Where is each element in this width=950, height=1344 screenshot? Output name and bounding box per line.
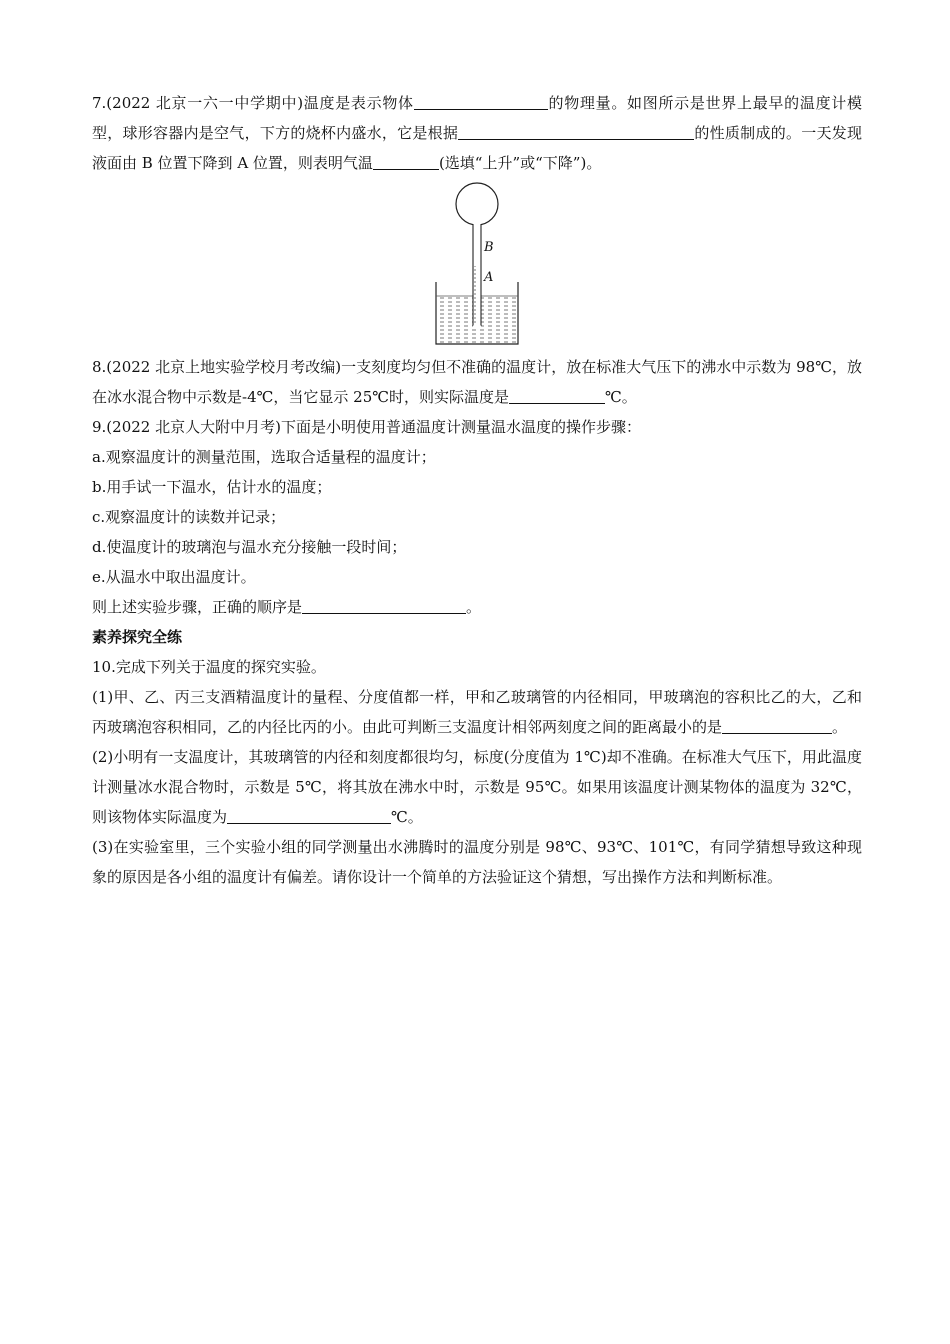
q7-text-3: 的性质制成的。一天发现液面由 B 位置下降到 A 位置，则表明气温 bbox=[92, 124, 862, 172]
q7-blank-1[interactable] bbox=[414, 93, 548, 110]
question-9-title: 9.(2022 北京人大附中月考)下面是小明使用普通温度计测量温水温度的操作步骤： bbox=[92, 418, 641, 436]
thermometer-figure bbox=[92, 180, 862, 348]
q10-p2-text: (2)小明有一支温度计，其玻璃管的内径和刻度都很均匀，标度(分度值为 1℃)却不准确。在标准大气压下，用此温度计测量冰水混合物时，示数是 5℃，将其放在沸水中时，示数是 95℃。如果用该温度计测某物体的温度为 32℃，则该物体实际温度为 bbox=[92, 748, 862, 826]
question-7 bbox=[92, 88, 862, 178]
q9-ask-end: 。 bbox=[466, 598, 482, 616]
label-b: B bbox=[484, 240, 494, 255]
q10-p2-end: ℃。 bbox=[391, 808, 423, 826]
water-column bbox=[474, 266, 480, 326]
label-a: A bbox=[484, 270, 494, 285]
q9-blank[interactable] bbox=[302, 597, 466, 614]
q8-text-2: ℃。 bbox=[605, 388, 637, 406]
q9-ask-text: 则上述实验步骤，正确的顺序是 bbox=[92, 598, 303, 616]
question-8 bbox=[92, 352, 862, 412]
q7-text-1: 7.(2022 北京一六一中学期中)温度是表示物体 bbox=[92, 94, 414, 112]
q10-part-3: (3)在实验室里，三个实验小组的同学测量出水沸腾时的温度分别是 98℃、93℃、101℃，有同学猜想导致这种现象的原因是各小组的温度计有偏差。请你设计一个简单的方法验证这个猜想，写出操作方法和判断标准。 bbox=[92, 838, 862, 886]
q8-text-1: 8.(2022 北京上地实验学校月考改编)一支刻度均匀但不准确的温度计，放在标准大气压下的沸水中示数为 98℃，放在冰水混合物中示数是-4℃，当它显示 25℃时，则实际温度是 bbox=[92, 358, 862, 406]
q10-p1-end: 。 bbox=[832, 718, 848, 736]
q7-blank-3[interactable] bbox=[373, 153, 439, 170]
q9-step-e: e.从温水中取出温度计。 bbox=[92, 568, 256, 586]
q9-step-a: a.观察温度计的测量范围，选取合适量程的温度计； bbox=[92, 448, 436, 466]
q9-step-c: c.观察温度计的读数并记录； bbox=[92, 508, 286, 526]
q9-ask bbox=[92, 592, 862, 622]
q8-blank[interactable] bbox=[509, 387, 605, 404]
glass-bulb bbox=[456, 183, 498, 225]
q10-p2-blank[interactable] bbox=[227, 807, 391, 824]
q7-text-2: 的物理量。如图所示是世界上最早的温度计模型，球形容器内是空气，下方的烧杯内盛水，它是根据 bbox=[92, 94, 862, 142]
air-thermometer-diagram bbox=[432, 180, 522, 346]
q9-step-d: d.使温度计的玻璃泡与温水充分接触一段时间； bbox=[92, 538, 407, 556]
section-title: 素养探究全练 bbox=[92, 628, 183, 646]
q10-p1-text: (1)甲、乙、丙三支酒精温度计的量程、分度值都一样，甲和乙玻璃管的内径相同，甲玻璃泡的容积比乙的大，乙和丙玻璃泡容积相同，乙的内径比丙的小。由此可判断三支温度计相邻两刻度之间的距离最小的是 bbox=[92, 688, 862, 736]
question-10-title: 10.完成下列关于温度的探究实验。 bbox=[92, 658, 326, 676]
q9-step-b: b.用手试一下温水，估计水的温度； bbox=[92, 478, 332, 496]
worksheet-content bbox=[92, 88, 862, 892]
q10-p1-blank[interactable] bbox=[722, 717, 832, 734]
q7-blank-2[interactable] bbox=[458, 123, 694, 140]
q10-part-1 bbox=[92, 682, 862, 742]
q10-part-2 bbox=[92, 742, 862, 832]
q7-text-4: (选填“上升”或“下降”)。 bbox=[438, 154, 602, 172]
